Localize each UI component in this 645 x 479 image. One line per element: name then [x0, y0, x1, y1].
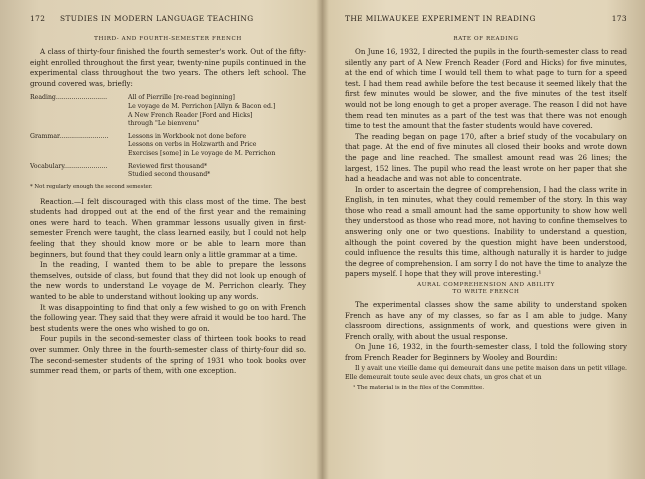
coverage-line: Le voyage de M. Perrichon [Allyn & Bacon ed.] [128, 102, 276, 110]
coverage-row-grammar [30, 133, 306, 159]
coverage-row-vocabulary [30, 163, 306, 180]
left-paragraph-3: In the reading, I wanted them to be able to prepare the lessons themselves, outside of class, but found that they did not look up enough of the new words to understand Le voyage de M. Perrichon clearly. They wanted to be able to understand without looking up any words. [30, 260, 306, 302]
coverage-value [128, 163, 306, 180]
section-heading-line: AURAL COMPREHENSION AND ABILITY [417, 282, 555, 289]
coverage-line: Lessons in Workbook not done before [128, 132, 247, 140]
left-running-title: STUDIES IN MODERN LANGUAGE TEACHING [60, 14, 254, 23]
left-page-number: 172 [30, 14, 46, 23]
coverage-table [30, 94, 306, 179]
coverage-line: through "Le bienvenu" [128, 120, 200, 128]
coverage-value [128, 133, 306, 159]
left-section-heading: THIRD- AND FOURTH-SEMESTER FRENCH [94, 36, 242, 42]
coverage-line: Exercises [some] in Le voyage de M. Perrichon [128, 149, 276, 157]
right-footnote: ¹ The material is in the files of the Committee. [353, 384, 485, 391]
right-running-head [345, 14, 627, 28]
left-paragraph-1: A class of thirty-four finished the fourth semester's work. Out of the fifty-eight enrolled throughout the first year, twenty-nine pupils continued in the experimental class throughout the two years. The others left school. The ground covered was, briefly: [30, 46, 306, 88]
coverage-label: Reading.......................... [30, 94, 108, 102]
right-paragraph-5: On June 16, 1932, in the fourth-semester class, I told the following story from French Reader for Beginners by Wooley and Bourdin: [345, 342, 627, 362]
right-page [345, 14, 627, 392]
right-french-quote: Il y avait une vieille dame qui demeurait dans une petite maison dans un petit village. Elle demeurait toute seule avec deux chats, un gros chat et un [345, 364, 627, 381]
right-page-number: 173 [611, 14, 627, 23]
left-paragraph-4: It was disappointing to find that only a few wished to go on with French the following year. They said that they were afraid it would be too hard. The best students were the ones who wished to go on. [30, 302, 306, 333]
coverage-label: Vocabulary...................... [30, 162, 108, 170]
left-paragraph-5: Four pupils in the second-semester class of thirteen took books to read over summer. Only three in the fourth-semester class of thirty-four did so. The second-semester students of the spring of 1931 who took books over summer read them, or parts of them, with one exception. [30, 334, 306, 376]
right-section-heading: RATE OF READING [453, 36, 519, 42]
right-paragraph-3: In order to ascertain the degree of comprehension, I had the class write in English, in ten minutes, what they could remember of the story. In this way those who read a small amount had the same opportunity to show how well they understood as those who read more, not having to confine themselves to answering only one or two questions. Inability to understand a question, although the point covered by the question might have been understood, could influence the results this time, although naturally it is harder to judge the degree of comprehension. I am sorry I do not have the time to analyze the papers myself. I hope that they will prove interesting.¹ [345, 184, 627, 279]
right-paragraph-2: The reading began on page 170, after a brief study of the vocabulary on that page. At the end of five minutes all closed their books and wrote down the page and line reached. The smallest amount read was 26 lines; the largest, 152 lines. The pupil who read the least wrote on her paper that she had a headache and was not able to concentrate. [345, 131, 627, 184]
coverage-value [128, 94, 306, 128]
coverage-row-reading [30, 94, 306, 128]
coverage-line: Reviewed first thousand* [128, 162, 208, 170]
coverage-label: Grammar......................... [30, 132, 109, 140]
left-paragraph-2: Reaction.—I felt discouraged with this class most of the time. The best students had dropped out at the end of the first year and the remaining ones were hard to teach. When grammar lessons usually given in first-semester French were taught, the class learned easily, but I could not help feeling that they should know more or be able to learn more than beginners, but found that they could learn only a little grammar at a time. [30, 196, 306, 259]
coverage-line: All of Pierrille [re-read beginning] [128, 94, 235, 102]
left-page [30, 14, 306, 377]
right-running-title: THE MILWAUKEE EXPERIMENT IN READING [345, 14, 536, 23]
right-section-heading-2 [345, 282, 627, 296]
coverage-line: Studied second thousand* [128, 171, 211, 179]
left-footnote: * Not regularly enough the second semester. [30, 183, 153, 190]
coverage-line: Lessons on verbs in Holzwarth and Price [128, 141, 257, 149]
left-running-head [30, 14, 306, 28]
right-paragraph-4: The experimental classes show the same ability to understand spoken French as have any of my classes, so far as I am able to judge. Many classroom directions, assignments of work, and questions were given in French orally, with about the usual response. [345, 300, 627, 341]
section-heading-line: TO WRITE FRENCH [452, 289, 520, 296]
right-paragraph-1: On June 16, 1932, I directed the pupils in the fourth-semester class to read silently any part of A New French Reader (Ford and Hicks) for five minutes, at the end of which time I would tell them to what page to turn for a speed test. I had them read awhile before the test because it seemed likely that the first few minutes would be slower, and the five minutes of the test itself would not be long enough to get a proper average. The reason I did not have them read ten minutes as a part of the test was that there was not enough time to test the amount that the faster students would have covered. [345, 46, 627, 131]
coverage-line: A New French Reader [Ford and Hicks] [128, 111, 253, 119]
